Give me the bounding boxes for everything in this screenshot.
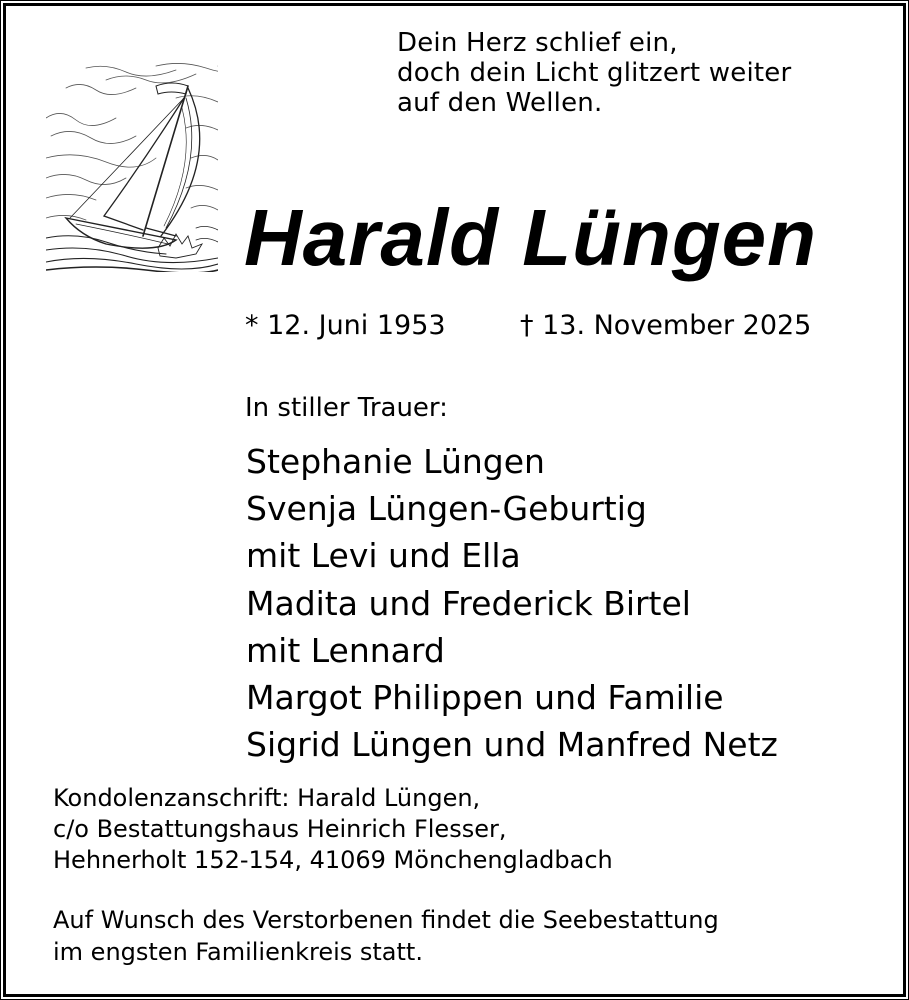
condolence-line: Hehnerholt 152-154, 41069 Mönchengladbach — [53, 846, 613, 874]
mourner: Stephanie Lüngen — [246, 442, 545, 481]
life-dates — [245, 308, 812, 344]
deceased-name: Harald Lüngen — [244, 193, 818, 282]
verse-line: doch dein Licht glitzert weiter — [397, 58, 792, 88]
notice-line: Auf Wunsch des Verstorbenen findet die Seebestattung — [53, 906, 719, 934]
birth-date: * 12. Juni 1953 — [245, 310, 446, 341]
verse-line: Dein Herz schlief ein, — [397, 28, 678, 58]
condolence-address — [53, 783, 613, 876]
mourner: mit Levi und Ella — [246, 536, 521, 576]
verse-line: auf den Wellen. — [397, 88, 603, 118]
verse — [397, 28, 791, 118]
mourner: Svenja Lüngen-Geburtig — [246, 489, 647, 529]
condolence-line: Kondolenzanschrift: Harald Lüngen, — [53, 784, 481, 812]
notice-line: im engsten Familienkreis statt. — [53, 938, 423, 966]
sailboat-icon — [46, 58, 218, 272]
mourner: mit Lennard — [246, 630, 445, 670]
mourner: Madita und Frederick Birtel — [246, 583, 691, 623]
death-date: † 13. November 2025 — [520, 310, 812, 341]
burial-notice — [53, 904, 719, 968]
mourning-label: In stiller Trauer: — [245, 393, 448, 423]
mourner: Margot Philippen und Familie — [246, 678, 724, 718]
condolence-line: c/o Bestattungshaus Heinrich Flesser, — [53, 815, 507, 843]
mourner: Sigrid Lüngen und Manfred Netz — [246, 725, 778, 765]
mourners-list — [246, 438, 778, 768]
